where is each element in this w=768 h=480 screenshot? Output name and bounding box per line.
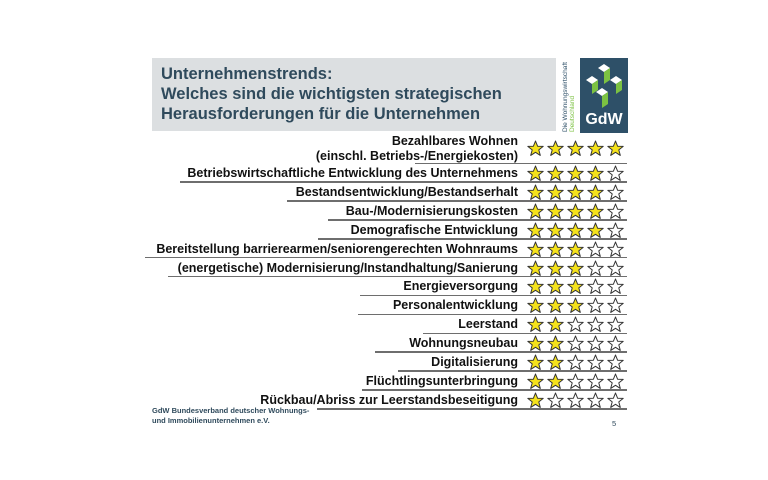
star-filled-icon [547, 335, 564, 352]
star-filled-icon [567, 297, 584, 314]
star-empty-icon [607, 335, 624, 352]
star-empty-icon [607, 354, 624, 371]
star-empty-icon [607, 278, 624, 295]
star-filled-icon [547, 373, 564, 390]
star-empty-icon [587, 373, 604, 390]
ranking-row [0, 183, 627, 202]
star-filled-icon [547, 316, 564, 333]
gdw-logo [580, 58, 628, 133]
ranking-row [0, 259, 627, 278]
star-empty-icon [567, 335, 584, 352]
star-empty-icon [567, 392, 584, 409]
star-empty-icon [607, 241, 624, 258]
star-filled-icon [527, 203, 544, 220]
star-filled-icon [547, 184, 564, 201]
star-filled-icon [547, 260, 564, 277]
row-label [296, 185, 518, 200]
star-empty-icon [587, 354, 604, 371]
slide-title-line-3: Herausforderungen für die Unternehmen [161, 105, 481, 123]
star-filled-icon [567, 278, 584, 295]
star-filled-icon [567, 184, 584, 201]
slide-title-line-2: Welches sind die wichtigsten strategischen [161, 85, 502, 103]
star-filled-icon [527, 165, 544, 182]
star-rating [527, 297, 624, 314]
row-label [393, 298, 518, 313]
star-filled-icon [567, 140, 584, 157]
star-filled-icon [527, 222, 544, 239]
row-label-line-1: Bau-/Modernisierungskosten [345, 203, 518, 218]
star-filled-icon [527, 260, 544, 277]
star-rating [527, 316, 624, 333]
star-filled-icon [587, 222, 604, 239]
star-filled-icon [527, 297, 544, 314]
star-rating [527, 354, 624, 371]
star-filled-icon [587, 184, 604, 201]
row-label [403, 279, 518, 294]
star-empty-icon [607, 165, 624, 182]
star-filled-icon [547, 140, 564, 157]
row-label-line-1: (energetische) Modernisierung/Instandhaltung/Sanierung [177, 260, 518, 275]
star-empty-icon [587, 297, 604, 314]
star-filled-icon [567, 241, 584, 258]
row-label [409, 336, 518, 351]
star-filled-icon [547, 354, 564, 371]
star-rating [527, 165, 624, 182]
star-empty-icon [607, 316, 624, 333]
row-label-line-1: Digitalisierung [431, 355, 518, 369]
row-label [458, 317, 518, 332]
row-label-line-1: Wohnungsneubau [409, 336, 518, 351]
star-empty-icon [607, 373, 624, 390]
row-label-line-1: Bezahlbares Wohnen [391, 134, 518, 148]
star-filled-icon [527, 354, 544, 371]
star-rating [527, 373, 624, 390]
star-filled-icon [567, 222, 584, 239]
star-empty-icon [567, 373, 584, 390]
star-filled-icon [567, 260, 584, 277]
star-rating [527, 203, 624, 220]
star-filled-icon [527, 335, 544, 352]
star-empty-icon [587, 316, 604, 333]
row-label [316, 134, 518, 164]
star-filled-icon [567, 203, 584, 220]
ranking-row [0, 391, 627, 410]
row-label [156, 242, 518, 257]
star-filled-icon [527, 373, 544, 390]
row-label [351, 223, 518, 238]
star-filled-icon [547, 278, 564, 295]
row-label-line-1: Bereitstellung barrierearmen/seniorengerechten Wohnraums [156, 241, 518, 256]
star-filled-icon [547, 222, 564, 239]
ranking-row [0, 221, 627, 240]
ranking-row [0, 202, 627, 221]
star-empty-icon [607, 184, 624, 201]
star-empty-icon [587, 392, 604, 409]
ranking-row [0, 334, 627, 353]
row-label-line-1: Bestandsentwicklung/Bestandserhalt [295, 184, 518, 199]
footer-org-line-2: und Immobilienunternehmen e.V. [152, 416, 270, 425]
logo-tagline-line-1: Die Wohnungswirtschaft [562, 62, 569, 132]
star-filled-icon [547, 203, 564, 220]
star-empty-icon [587, 260, 604, 277]
star-rating [527, 392, 624, 409]
star-empty-icon [587, 335, 604, 352]
row-label-line-1: Leerstand [458, 317, 518, 332]
star-filled-icon [607, 140, 624, 157]
star-empty-icon [547, 392, 564, 409]
ranking-row [0, 240, 627, 259]
logo-cubes-icon [580, 58, 628, 110]
row-label-line-1: Rückbau/Abriss zur Leerstandsbeseitigung [260, 392, 518, 407]
logo-tagline [561, 58, 577, 133]
star-rating [527, 222, 624, 239]
page-number: 5 [612, 419, 617, 428]
star-empty-icon [607, 203, 624, 220]
star-filled-icon [547, 241, 564, 258]
star-filled-icon [527, 392, 544, 409]
star-filled-icon [527, 316, 544, 333]
star-filled-icon [527, 278, 544, 295]
star-filled-icon [527, 184, 544, 201]
row-label [366, 374, 518, 389]
star-filled-icon [587, 165, 604, 182]
star-filled-icon [587, 203, 604, 220]
logo-text: GdW [585, 111, 623, 128]
star-rating [527, 241, 624, 258]
ranking-row [0, 164, 627, 183]
row-label [187, 166, 518, 181]
footer-org-line-1: GdW Bundesverband deutscher Wohnungs- [152, 406, 310, 415]
star-filled-icon [547, 165, 564, 182]
star-filled-icon [527, 241, 544, 258]
star-empty-icon [607, 222, 624, 239]
slide-title-line-1: Unternehmenstrends: [161, 65, 333, 83]
star-rating [527, 140, 624, 157]
ranking-row [0, 277, 627, 296]
star-filled-icon [547, 297, 564, 314]
star-filled-icon [567, 165, 584, 182]
ranking-row [0, 296, 627, 315]
row-label [346, 204, 518, 219]
star-rating [527, 335, 624, 352]
ranking-row [0, 353, 627, 372]
row-label-line-2: (einschl. Betriebs-/Energiekosten) [315, 149, 518, 163]
star-empty-icon [607, 392, 624, 409]
row-label-line-1: Flüchtlingsunterbringung [365, 373, 518, 388]
ranking-row [0, 133, 627, 164]
ranking-row [0, 372, 627, 391]
star-empty-icon [567, 316, 584, 333]
ranking-row [0, 315, 627, 334]
star-filled-icon [527, 140, 544, 157]
row-label [178, 261, 518, 276]
star-empty-icon [587, 278, 604, 295]
footer-organization [152, 406, 309, 426]
row-label-line-1: Energieversorgung [403, 279, 518, 294]
row-label-line-1: Betriebswirtschaftliche Entwicklung des Unternehmens [187, 166, 518, 180]
slide-title-box [152, 58, 556, 131]
star-rating [527, 184, 624, 201]
row-label-line-1: Demografische Entwicklung [350, 222, 518, 237]
logo-tagline-line-2: Deutschland [569, 95, 576, 132]
star-rating [527, 278, 624, 295]
star-empty-icon [587, 241, 604, 258]
row-label-line-1: Personalentwicklung [392, 298, 518, 313]
star-rating [527, 260, 624, 277]
star-empty-icon [607, 297, 624, 314]
row-label [431, 355, 518, 370]
star-filled-icon [587, 140, 604, 157]
star-empty-icon [607, 260, 624, 277]
star-empty-icon [567, 354, 584, 371]
